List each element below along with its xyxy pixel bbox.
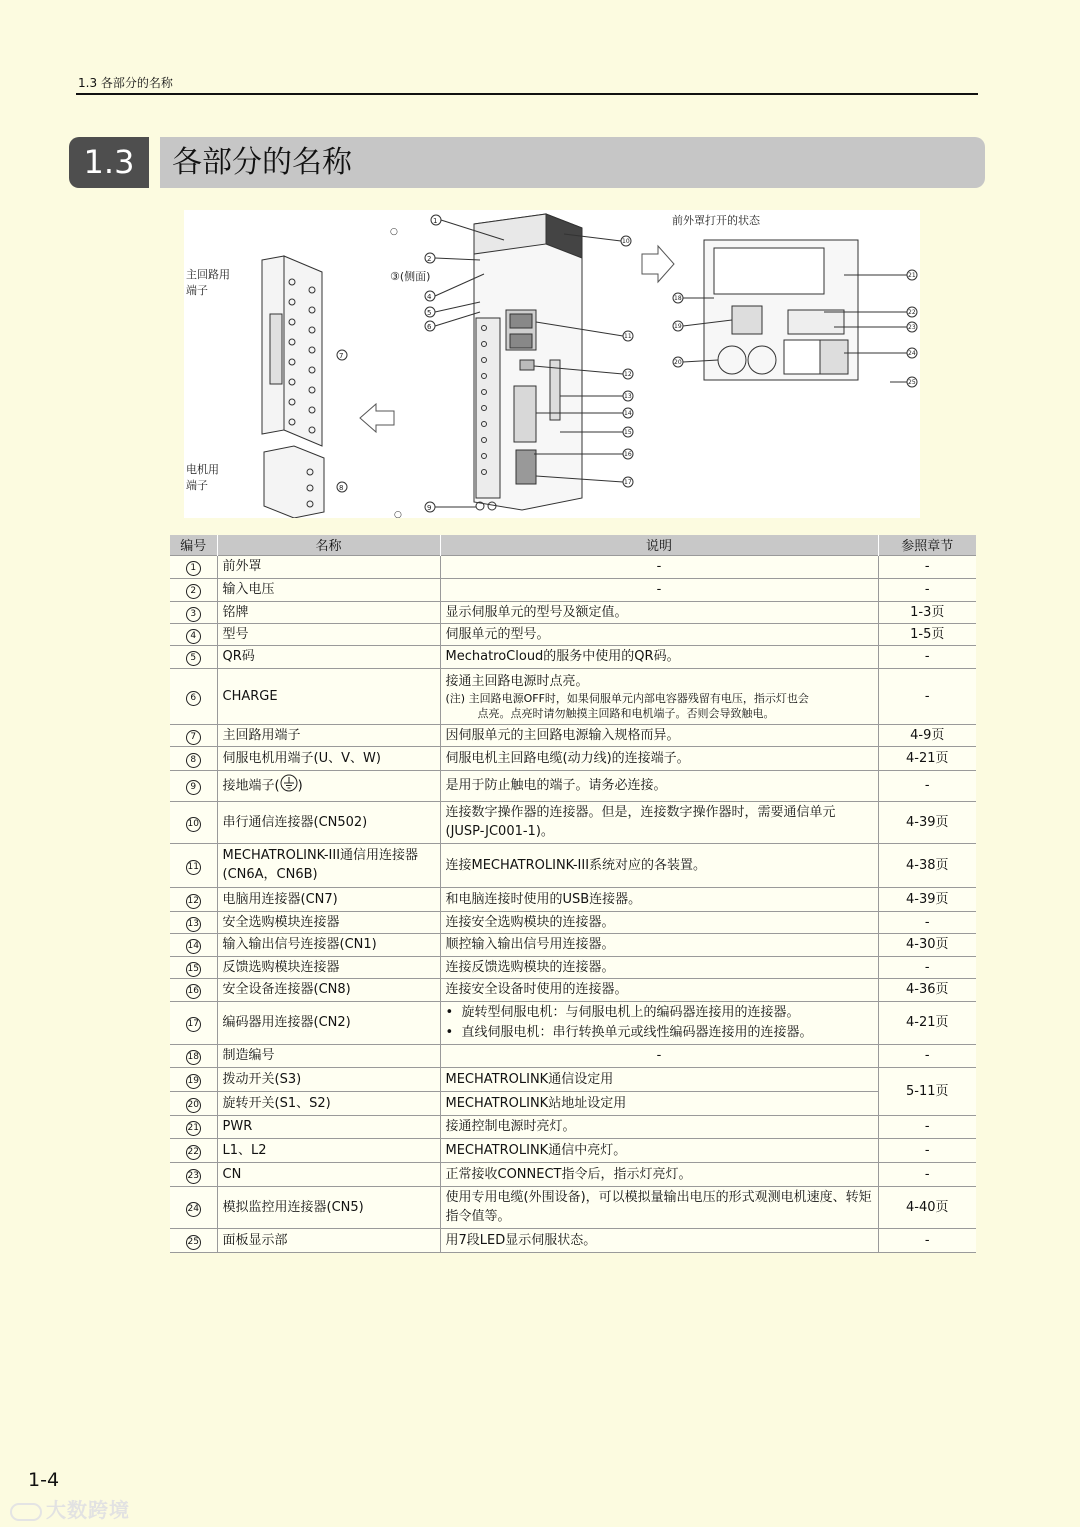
- part-reference: -: [878, 1115, 976, 1138]
- table-row: [170, 770, 976, 801]
- table-row: [170, 1228, 976, 1252]
- part-reference: -: [878, 911, 976, 933]
- note-label: (注): [445, 691, 466, 705]
- part-name: 反馈选购模块连接器: [217, 956, 440, 978]
- part-description: 伺服单元的型号。: [440, 623, 878, 645]
- svg-text:5: 5: [427, 309, 432, 317]
- table-row: [170, 911, 976, 933]
- part-description: 接通控制电源时亮灯。: [440, 1115, 878, 1138]
- part-name: MECHATROLINK-III通信用连接器(CN6A，CN6B): [217, 843, 440, 887]
- part-reference: -: [878, 645, 976, 668]
- svg-text:22: 22: [908, 309, 916, 316]
- part-reference: -: [878, 578, 976, 601]
- part-reference: -: [878, 1162, 976, 1186]
- table-row: [170, 1091, 976, 1115]
- header-rule: [76, 93, 978, 95]
- part-reference: 4-9页: [878, 724, 976, 746]
- item-number: 16: [186, 984, 201, 999]
- part-name: 制造编号: [217, 1044, 440, 1067]
- part-name: 接地端子(: [222, 778, 280, 793]
- table-row: [170, 578, 976, 601]
- table-header-row: [170, 535, 976, 555]
- part-name: 型号: [217, 623, 440, 645]
- part-description: 连接反馈选购模块的连接器。: [440, 956, 878, 978]
- svg-text:8: 8: [339, 484, 344, 492]
- part-name: 模拟监控用连接器(CN5): [217, 1186, 440, 1228]
- part-description: 连接MECHATROLINK-III系统对应的各装置。: [440, 843, 878, 887]
- svg-text:○: ○: [394, 510, 402, 518]
- item-number: 23: [186, 1169, 201, 1184]
- part-reference: 5-11页: [878, 1067, 976, 1115]
- part-description: 因伺服单元的主回路电源输入规格而异。: [440, 724, 878, 746]
- part-reference: 1-5页: [878, 623, 976, 645]
- svg-text:11: 11: [624, 333, 632, 340]
- part-name: 编码器用连接器(CN2): [217, 1001, 440, 1044]
- part-description: -: [440, 555, 878, 578]
- svg-text:端子: 端子: [186, 284, 208, 297]
- part-reference: -: [878, 1138, 976, 1162]
- svg-text:12: 12: [624, 371, 632, 378]
- part-name: L1、L2: [217, 1138, 440, 1162]
- part-description: 是用于防止触电的端子。请务必连接。: [440, 770, 878, 801]
- item-number: 14: [186, 939, 201, 954]
- part-name: 前外罩: [217, 555, 440, 578]
- table-row: [170, 555, 976, 578]
- section-title: 各部分的名称: [160, 137, 985, 188]
- table-row: [170, 1001, 976, 1044]
- svg-text:4: 4: [427, 293, 432, 301]
- table-row: [170, 601, 976, 623]
- bullet-item: • 旋转型伺服电机：与伺服电机上的编码器连接用的连接器。: [445, 1004, 800, 1020]
- part-name: 电脑用连接器(CN7): [217, 887, 440, 911]
- part-reference: -: [878, 956, 976, 978]
- item-number: 11: [186, 860, 201, 875]
- table-row: [170, 887, 976, 911]
- part-description: 接通主回路电源时点亮。: [445, 673, 589, 689]
- part-description: MechatroCloud的服务中使用的QR码。: [440, 645, 878, 668]
- table-row: [170, 1067, 976, 1091]
- part-description: MECHATROLINK通信中亮灯。: [440, 1138, 878, 1162]
- part-reference: -: [878, 1044, 976, 1067]
- part-reference: 4-40页: [878, 1186, 976, 1228]
- part-name: 安全设备连接器(CN8): [217, 978, 440, 1001]
- part-description: -: [440, 1044, 878, 1067]
- main-circuit-terminal-label: 主回路用: [186, 268, 230, 281]
- table-row: [170, 1162, 976, 1186]
- svg-text:2: 2: [427, 255, 432, 263]
- servo-unit-figure: [184, 210, 920, 518]
- section-number: 1.3: [69, 137, 149, 188]
- part-name: 主回路用端子: [217, 724, 440, 746]
- item-number: 12: [186, 894, 201, 909]
- item-number: 5: [186, 651, 201, 666]
- table-row: [170, 724, 976, 746]
- watermark: 大数跨境: [10, 1494, 130, 1523]
- col-header-number: 编号: [170, 535, 217, 555]
- part-name: QR码: [217, 645, 440, 668]
- item-number: 17: [186, 1017, 201, 1032]
- part-reference: -: [878, 770, 976, 801]
- svg-text:23: 23: [908, 324, 916, 331]
- side-label: ③(侧面): [390, 270, 431, 283]
- item-number: 9: [186, 780, 201, 795]
- item-number: 19: [186, 1074, 201, 1089]
- watermark-logo-icon: [10, 1503, 42, 1521]
- svg-text:6: 6: [427, 323, 432, 331]
- svg-text:25: 25: [908, 379, 916, 386]
- note-text: 主回路电源OFF时，如果伺服单元内部电容器残留有电压，指示灯也会: [468, 691, 809, 705]
- part-description: 连接安全选购模块的连接器。: [440, 911, 878, 933]
- svg-text:20: 20: [674, 359, 682, 366]
- item-number: 15: [186, 962, 201, 977]
- part-name-cell: 接地端子( ): [217, 770, 440, 801]
- item-number: 18: [186, 1050, 201, 1065]
- table-row: [170, 668, 976, 724]
- table-row: [170, 978, 976, 1001]
- part-reference: 4-39页: [878, 801, 976, 843]
- part-name: 输入电压: [217, 578, 440, 601]
- table-row: [170, 801, 976, 843]
- part-reference: 1-3页: [878, 601, 976, 623]
- part-name: CN: [217, 1162, 440, 1186]
- svg-text:15: 15: [624, 429, 632, 436]
- svg-text:17: 17: [624, 479, 632, 486]
- part-description: 用7段LED显示伺服状态。: [440, 1228, 878, 1252]
- item-number: 6: [186, 691, 201, 706]
- part-name: PWR: [217, 1115, 440, 1138]
- table-row: [170, 623, 976, 645]
- item-number: 3: [186, 607, 201, 622]
- part-reference: -: [878, 1228, 976, 1252]
- part-description: MECHATROLINK通信设定用: [440, 1067, 878, 1091]
- part-reference: 4-38页: [878, 843, 976, 887]
- open-cover-label: 前外罩打开的状态: [672, 214, 760, 227]
- part-name: 安全选购模块连接器: [217, 911, 440, 933]
- svg-text:端子: 端子: [186, 479, 208, 492]
- svg-text:24: 24: [908, 350, 916, 357]
- item-number: 10: [186, 817, 201, 832]
- part-description: 顺控输入输出信号用连接器。: [440, 933, 878, 956]
- part-description: 显示伺服单元的型号及额定值。: [440, 601, 878, 623]
- part-description-cell: [440, 1001, 878, 1044]
- svg-text:16: 16: [624, 451, 632, 458]
- note-text: 点亮。点亮时请勿触摸主回路和电机端子。否则会导致触电。: [477, 706, 775, 720]
- part-name: 拨动开关(S3): [217, 1067, 440, 1091]
- table-row: [170, 746, 976, 770]
- svg-text:21: 21: [908, 272, 916, 279]
- svg-text:1: 1: [433, 217, 438, 225]
- running-header: 1.3 各部分的名称: [78, 76, 173, 90]
- table-row: [170, 1115, 976, 1138]
- part-reference: 4-39页: [878, 887, 976, 911]
- part-reference: -: [878, 668, 976, 724]
- part-reference: 4-30页: [878, 933, 976, 956]
- col-header-name: 名称: [217, 535, 440, 555]
- item-number: 1: [186, 561, 201, 576]
- svg-text:13: 13: [624, 393, 632, 400]
- col-header-reference: 参照章节: [878, 535, 976, 555]
- table-row: [170, 956, 976, 978]
- part-name: 伺服电机用端子(U、V、W): [217, 746, 440, 770]
- table-row: [170, 933, 976, 956]
- part-description: -: [440, 578, 878, 601]
- part-description: 使用专用电缆(外围设备)，可以模拟量输出电压的形式观测电机速度、转矩指令值等。: [440, 1186, 878, 1228]
- part-description: 伺服电机主回路电缆(动力线)的连接端子。: [440, 746, 878, 770]
- table-row: [170, 843, 976, 887]
- svg-text:19: 19: [674, 323, 682, 330]
- svg-text:18: 18: [674, 295, 682, 302]
- item-number: 13: [186, 917, 201, 932]
- item-number: 8: [186, 753, 201, 768]
- col-header-description: 说明: [440, 535, 878, 555]
- item-number: 20: [186, 1098, 201, 1113]
- caution-note: [446, 691, 873, 721]
- bullet-item: • 直线伺服电机：串行转换单元或线性编码器连接用的连接器。: [445, 1024, 813, 1040]
- part-reference: -: [878, 555, 976, 578]
- parts-table: [170, 535, 976, 1253]
- table-row: [170, 1044, 976, 1067]
- item-number: 4: [186, 629, 201, 644]
- item-number: 7: [186, 730, 201, 745]
- part-description: 和电脑连接时使用的USB连接器。: [440, 887, 878, 911]
- part-name: 旋转开关(S1、S2): [217, 1091, 440, 1115]
- svg-text:14: 14: [624, 410, 632, 417]
- part-description: 连接数字操作器的连接器。但是，连接数字操作器时，需要通信单元(JUSP-JC001-1)。: [440, 801, 878, 843]
- item-number: 2: [186, 584, 201, 599]
- item-number: 22: [186, 1145, 201, 1160]
- part-name: 面板显示部: [217, 1228, 440, 1252]
- item-number: 21: [186, 1121, 201, 1136]
- part-reference: 4-21页: [878, 746, 976, 770]
- svg-text:9: 9: [427, 504, 432, 512]
- svg-text:10: 10: [622, 238, 630, 245]
- motor-terminal-label: 电机用: [186, 463, 219, 476]
- part-description: 连接安全设备时使用的连接器。: [440, 978, 878, 1001]
- part-description: 正常接收CONNECT指令后，指示灯亮灯。: [440, 1162, 878, 1186]
- svg-text:7: 7: [339, 352, 344, 360]
- part-name: 串行通信连接器(CN502): [217, 801, 440, 843]
- item-number: 24: [186, 1202, 201, 1217]
- table-row: [170, 1186, 976, 1228]
- part-name: 铭牌: [217, 601, 440, 623]
- part-name: CHARGE: [217, 668, 440, 724]
- part-reference: 4-21页: [878, 1001, 976, 1044]
- page-number: 1-4: [28, 1469, 60, 1491]
- svg-text:○: ○: [390, 227, 398, 237]
- item-number: 25: [186, 1235, 201, 1250]
- ground-icon: [280, 774, 298, 798]
- table-row: [170, 1138, 976, 1162]
- part-description: MECHATROLINK站地址设定用: [440, 1091, 878, 1115]
- part-description-cell: [440, 668, 878, 724]
- part-reference: 4-36页: [878, 978, 976, 1001]
- part-name: 输入输出信号连接器(CN1): [217, 933, 440, 956]
- table-row: [170, 645, 976, 668]
